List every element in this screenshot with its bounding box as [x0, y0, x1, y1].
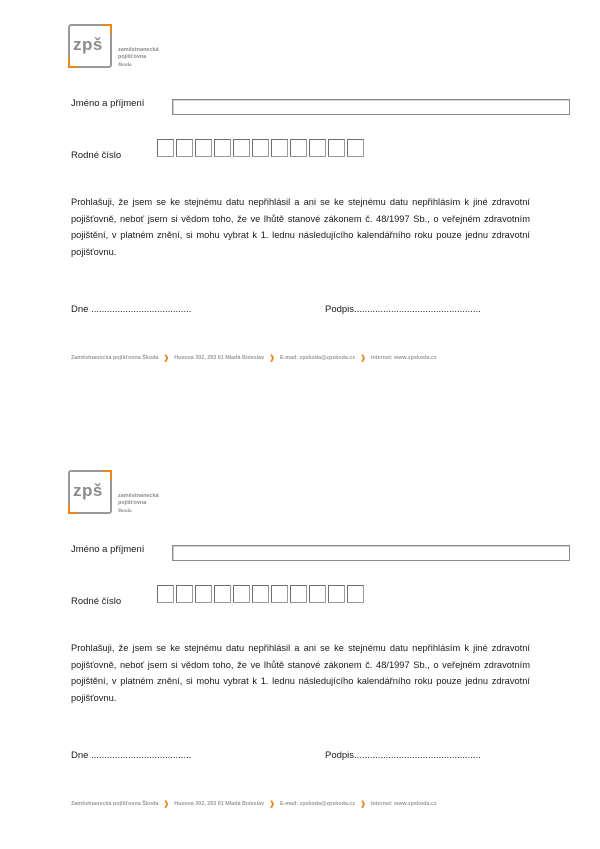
birth-number-digit[interactable]: [328, 585, 345, 603]
separator-icon: ❱: [163, 801, 170, 808]
birth-number-label: Rodné číslo: [71, 150, 122, 161]
birth-number-digit[interactable]: [347, 139, 364, 157]
birth-number-digit[interactable]: [157, 585, 174, 603]
logo-line-3: Škoda: [118, 62, 132, 67]
name-field[interactable]: [172, 99, 570, 115]
footer-web: Internet: www.zpskoda.cz: [370, 801, 437, 807]
logo-text: [118, 493, 159, 514]
signature-line: Podpis................................................: [325, 750, 481, 761]
declaration-text: Prohlašuji, že jsem se ke stejnému datu nepřihlásil a ani se ke stejnému datu nepřihlásím k jiné zdravotní pojišťovně, neboť jsem si vědom toho, že ve lhůtě stanové zákonem č. 48/1997 Sb., o veřejném zdravotním pojištění, v platném znění, si mohu vybrat k 1. lednu následujícího kalendářního roku pouze jednu zdravotní pojišťovnu.: [71, 197, 530, 257]
footer: [71, 800, 437, 808]
logo-mark: zpš: [73, 481, 103, 500]
birth-number-boxes: [157, 139, 366, 157]
birth-number-boxes: [157, 585, 366, 603]
footer-web: Internet: www.zpskoda.cz: [370, 355, 437, 361]
birth-number-digit[interactable]: [252, 139, 269, 157]
logo-line-1: zaměstnanecká: [118, 493, 159, 499]
birth-number-digit[interactable]: [214, 139, 231, 157]
name-label: Jméno a příjmení: [71, 98, 145, 109]
separator-icon: ❱: [163, 355, 170, 362]
birth-number-digit[interactable]: [271, 585, 288, 603]
footer-address: Husova 302, 293 01 Mladá Boleslav: [174, 801, 265, 807]
date-line: Dne ......................................: [71, 750, 192, 761]
name-label: Jméno a příjmení: [71, 544, 145, 555]
footer-company: Zaměstnanecká pojišťovna Škoda: [71, 355, 159, 361]
birth-number-digit[interactable]: [290, 585, 307, 603]
footer: [71, 354, 437, 362]
birth-number-digit[interactable]: [214, 585, 231, 603]
form-copy-2: [0, 446, 600, 846]
date-line: Dne ......................................: [71, 304, 192, 315]
birth-number-label: Rodné číslo: [71, 596, 122, 607]
declaration-text: Prohlašuji, že jsem se ke stejnému datu nepřihlásil a ani se ke stejnému datu nepřihlásím k jiné zdravotní pojišťovně, neboť jsem si vědom toho, že ve lhůtě stanové zákonem č. 48/1997 Sb., o veřejném zdravotním pojištění, v platném znění, si mohu vybrat k 1. lednu následujícího kalendářního roku pouze jednu zdravotní pojišťovnu.: [71, 643, 530, 703]
footer-company: Zaměstnanecká pojišťovna Škoda: [71, 801, 159, 807]
birth-number-digit[interactable]: [328, 139, 345, 157]
zps-logo: [68, 24, 178, 72]
zps-logo: [68, 470, 178, 518]
birth-number-digit[interactable]: [195, 585, 212, 603]
logo-line-3: Škoda: [118, 508, 132, 513]
birth-number-digit[interactable]: [309, 585, 326, 603]
footer-email: E-mail: zpskoda@zpskoda.cz: [280, 801, 356, 807]
logo-line-2: pojišťovna: [118, 500, 147, 506]
birth-number-digit[interactable]: [290, 139, 307, 157]
separator-icon: ❱: [269, 801, 276, 808]
logo-line-1: zaměstnanecká: [118, 47, 159, 53]
birth-number-digit[interactable]: [252, 585, 269, 603]
birth-number-digit[interactable]: [347, 585, 364, 603]
name-field[interactable]: [172, 545, 570, 561]
logo-line-2: pojišťovna: [118, 54, 147, 60]
birth-number-digit[interactable]: [176, 139, 193, 157]
separator-icon: ❱: [360, 355, 366, 362]
form-copy-1: [0, 0, 600, 400]
footer-address: Husova 302, 293 01 Mladá Boleslav: [174, 355, 265, 361]
birth-number-digit[interactable]: [271, 139, 288, 157]
birth-number-digit[interactable]: [176, 585, 193, 603]
signature-line: Podpis................................................: [325, 304, 481, 315]
separator-icon: ❱: [269, 355, 276, 362]
birth-number-digit[interactable]: [195, 139, 212, 157]
logo-mark: zpš: [73, 35, 103, 54]
birth-number-digit[interactable]: [157, 139, 174, 157]
birth-number-digit[interactable]: [309, 139, 326, 157]
birth-number-digit[interactable]: [233, 139, 250, 157]
birth-number-digit[interactable]: [233, 585, 250, 603]
separator-icon: ❱: [360, 801, 366, 808]
logo-text: [118, 47, 159, 68]
footer-email: E-mail: zpskoda@zpskoda.cz: [280, 355, 356, 361]
